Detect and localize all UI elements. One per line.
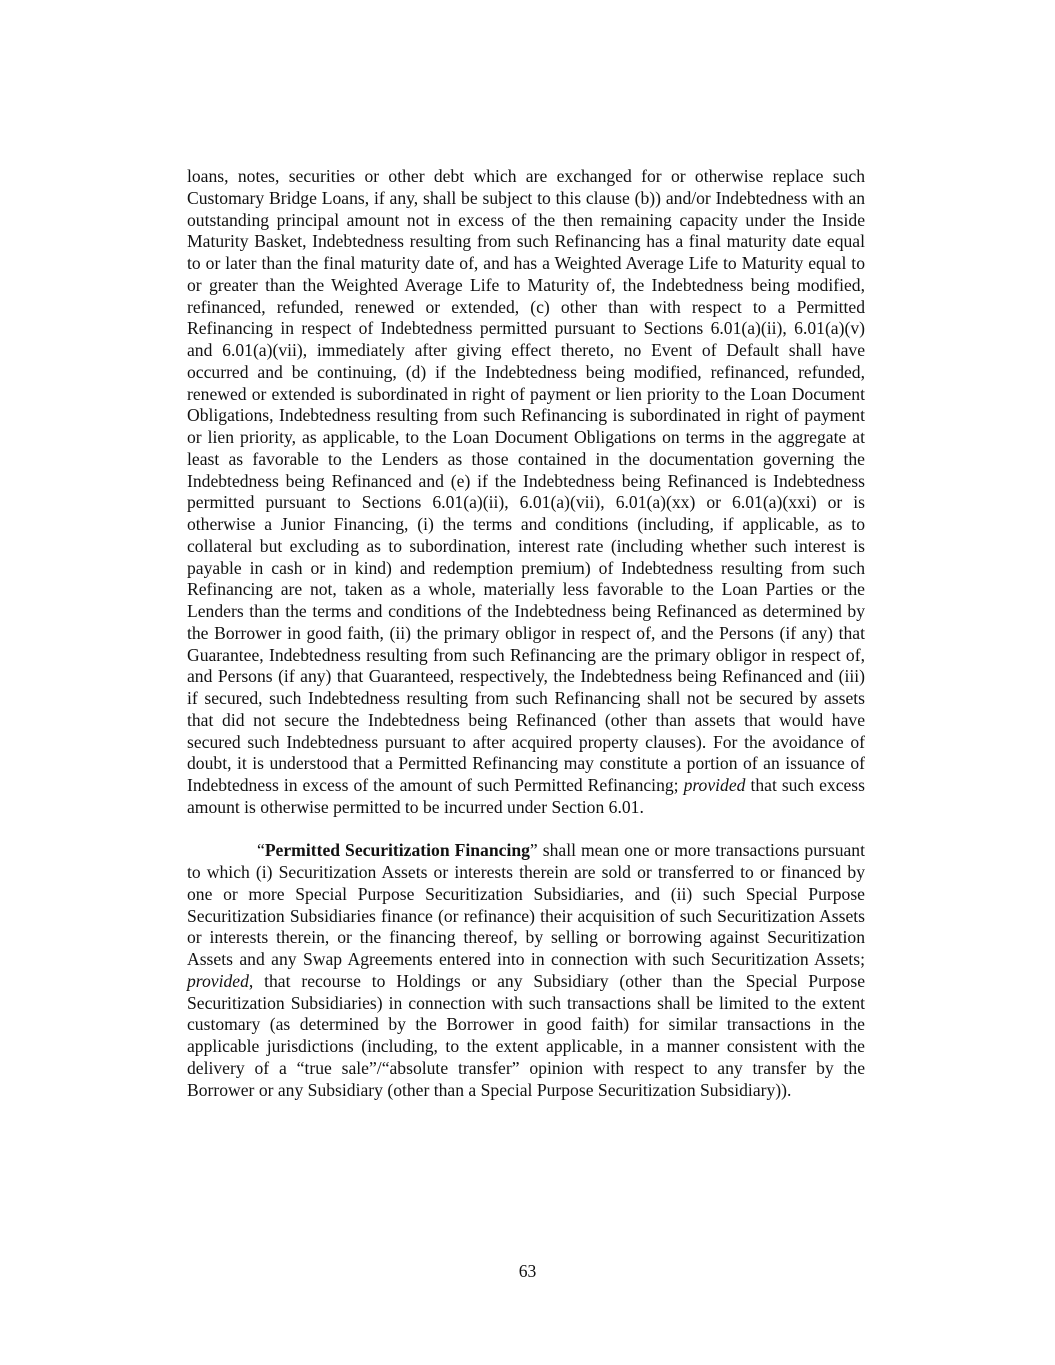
page-number: 63 xyxy=(518,1261,537,1281)
paragraph-permitted-securitization-financing xyxy=(187,840,865,1101)
paragraph-text: , that recourse to Holdings or any Subsidiary (other than the Special Purpose Securitization Subsidiaries) in connection with such transactions shall be limited to the extent customary (as determined by the Borrower in good faith) for similar transactions in the applicable jurisdictions (including, to the extent applicable, in a manner consistent with the delivery of a “true sale”/“absolute transfer” opinion with respect to any transfer by the Borrower or any Subsidiary (other than a Special Purpose Securitization Subsidiary)). xyxy=(187,970,865,1100)
paragraph-text: loans, notes, securities or other debt which are exchanged for or otherwise replace such Customary Bridge Loans, if any, shall be subject to this clause (b)) and/or Indebtedness with an outstanding principal amount not in excess of the then remaining capacity under the Inside Maturity Basket, Indebtedness resulting from such Refinancing has a final maturity date equal to or later than the final maturity date of, and has a Weighted Average Life to Maturity equal to or greater than the Weighted Average Life to Maturity of, the Indebtedness being modified, refinanced, refunded, renewed or extended, (c) other than with respect to a Permitted Refinancing in respect of Indebtedness permitted pursuant to Sections 6.01(a)(ii), 6.01(a)(v) and 6.01(a)(vii), immediately after giving effect thereto, no Event of Default shall have occurred and be continuing, (d) if the Indebtedness being modified, refinanced, refunded, renewed or extended is subordinated in right of payment or lien priority to the Loan Document Obligations, Indebtedness resulting from such Refinancing is subordinated in right of payment or lien priority, as applicable, to the Loan Document Obligations on terms in the aggregate at least as favorable to the Lenders as those contained in the documentation governing the Indebtedness being Refinanced and (e) if the Indebtedness being Refinanced is Indebtedness permitted pursuant to Sections 6.01(a)(ii), 6.01(a)(vii), 6.01(a)(xx) or 6.01(a)(xxi) or is otherwise a Junior Financing, (i) the terms and conditions (including, if applicable, as to collateral but excluding as to subordination, interest rate (including whether such interest is payable in cash or in kind) and redemption premium) of Indebtedness resulting from such Refinancing are not, taken as a whole, materially less favorable to the Loan Parties or the Lenders than the terms and conditions of the Indebtedness being Refinanced as determined by the Borrower in good faith, (ii) the primary obligor in respect of, and the Persons (if any) that Guarantee, Indebtedness resulting from such Refinancing are the primary obligor in respect of, and Persons (if any) that Guaranteed, respectively, the Indebtedness being Refinanced and (iii) if secured, such Indebtedness resulting from such Refinancing shall not be secured by assets that did not secure the Indebtedness being Refinanced (other than assets that would have secured such Indebtedness pursuant to after acquired property clauses). For the avoidance of doubt, it is understood that a Permitted Refinancing may constitute a portion of an issuance of Indebtedness in excess of the amount of such Permitted Refinancing; xyxy=(187,166,865,795)
open-quote: “ xyxy=(257,840,265,861)
paragraph-permitted-refinancing-continued xyxy=(187,166,865,819)
defined-term: Permitted Securitization Financing xyxy=(264,840,530,861)
emphasis-provided: provided xyxy=(683,775,746,795)
document-body xyxy=(187,166,865,1101)
paragraph-text: ” shall mean one or more transactions pursuant to which (i) Securitization Assets or interests therein are sold or transferred to or financed by one or more Special Purpose Securitization Subsidiaries, and (ii) such Special Purpose Securitization Subsidiaries finance (or refinance) their acquisition of such Securitization Assets or interests therein, or the financing thereof, by selling or borrowing against Securitization Assets and any Swap Agreements entered into in connection with such Securitization Assets; xyxy=(187,840,865,969)
emphasis-provided: provided xyxy=(187,970,249,991)
paragraph-text: that such excess amount is otherwise permitted to be incurred under Section 6.01. xyxy=(187,775,866,817)
